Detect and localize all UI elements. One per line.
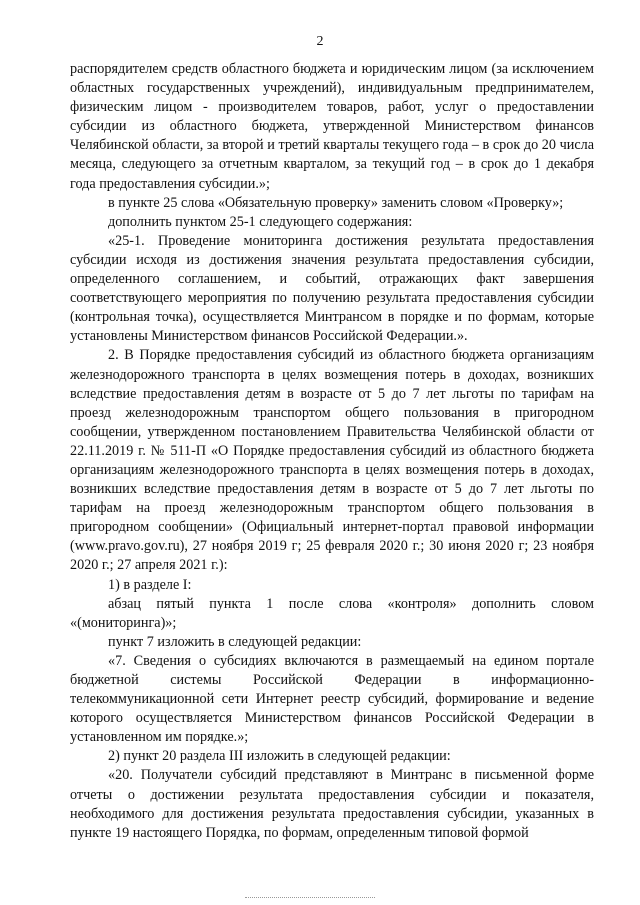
paragraph: «25-1. Проведение мониторинга достижения результата предоставления субсидии исходя из достижения значения результата предоставления субсидии, определенного соглашением, и событий, отражающих факт завершения соответствующего мероприятия по получению результата предоставления субсидии (контрольная точка), осуществляется Минтрансом в порядке и по формам, которые установлены Министерством финансов Российской Федерации.». xyxy=(70,232,594,345)
paragraph: 2) пункт 20 раздела III изложить в следующей редакции: xyxy=(108,748,451,765)
paragraph: пункт 7 изложить в следующей редакции: xyxy=(108,633,362,650)
paragraph: распорядителем средств областного бюджета и юридическим лицом (за исключением областных государственных учреждений), индивидуальным предпринимателем, физическим лицом - производителем товаров, работ, услуг о предоставлении субсидии из областного бюджета, утвержденной Министерством финансов Челябинской области, за второй и третий кварталы текущего года – в срок до 20 числа месяца, следующего за отчетным кварталом, за текущий год – в срок до 1 декабря года предоставления субсидии.»; xyxy=(70,61,594,192)
paragraph: в пункте 25 слова «Обязательную проверку» заменить словом «Проверку»; xyxy=(108,194,564,211)
paragraph: «20. Получатели субсидий представляют в Минтранс в письменной форме отчеты о достижении результата предоставления субсидии и показателя, необходимого для достижения результата предоставления субсидии, указанных в пункте 19 настоящего Порядка, по формам, определенным типовой формой xyxy=(70,767,594,841)
paragraph: абзац пятый пункта 1 после слова «контроля» дополнить словом «(мониторинга)»; xyxy=(70,595,594,631)
paragraph: «7. Сведения о субсидиях включаются в размещаемый на едином портале бюджетной системы Российской Федерации в информационно-телекоммуникационной сети Интернет реестр субсидий, формирование и ведение которого осуществляется Министерством финансов Российской Федерации в установленном им порядке.»; xyxy=(70,652,594,746)
paragraph: 2. В Порядке предоставления субсидий из областного бюджета организациям железнодорожного транспорта в целях возмещения потерь в доходах, возникших вследствие предоставления детям в возрасте от 5 до 7 лет льготы по тарифам на проезд железнодорожным транспортом общего пользования в пригородном сообщении, утвержденном постановлением Правительства Челябинской области от 22.11.2019 г. № 511-П «О Порядке предоставления субсидий из областного бюджета организациям железнодорожного транспорта в целях возмещения потерь в доходах, возникших вследствие предоставления детям в возрасте от 5 до 7 лет льготы по тарифам на проезд железнодорожным транспортом общего пользования в пригородном сообщении» (Официальный интернет-портал правовой информации (www.pravo.gov.ru), 27 ноября 2019 г; 25 февраля 2020 г.; 30 июня 2020 г; 23 ноября 2020 г.; 27 апреля 2021 г.): xyxy=(70,347,594,574)
document-body xyxy=(70,60,594,843)
paragraph: дополнить пунктом 25-1 следующего содержания: xyxy=(108,213,413,230)
scan-artifact xyxy=(245,897,375,899)
page-number: 2 xyxy=(316,34,324,49)
paragraph: 1) в разделе I: xyxy=(108,576,192,593)
